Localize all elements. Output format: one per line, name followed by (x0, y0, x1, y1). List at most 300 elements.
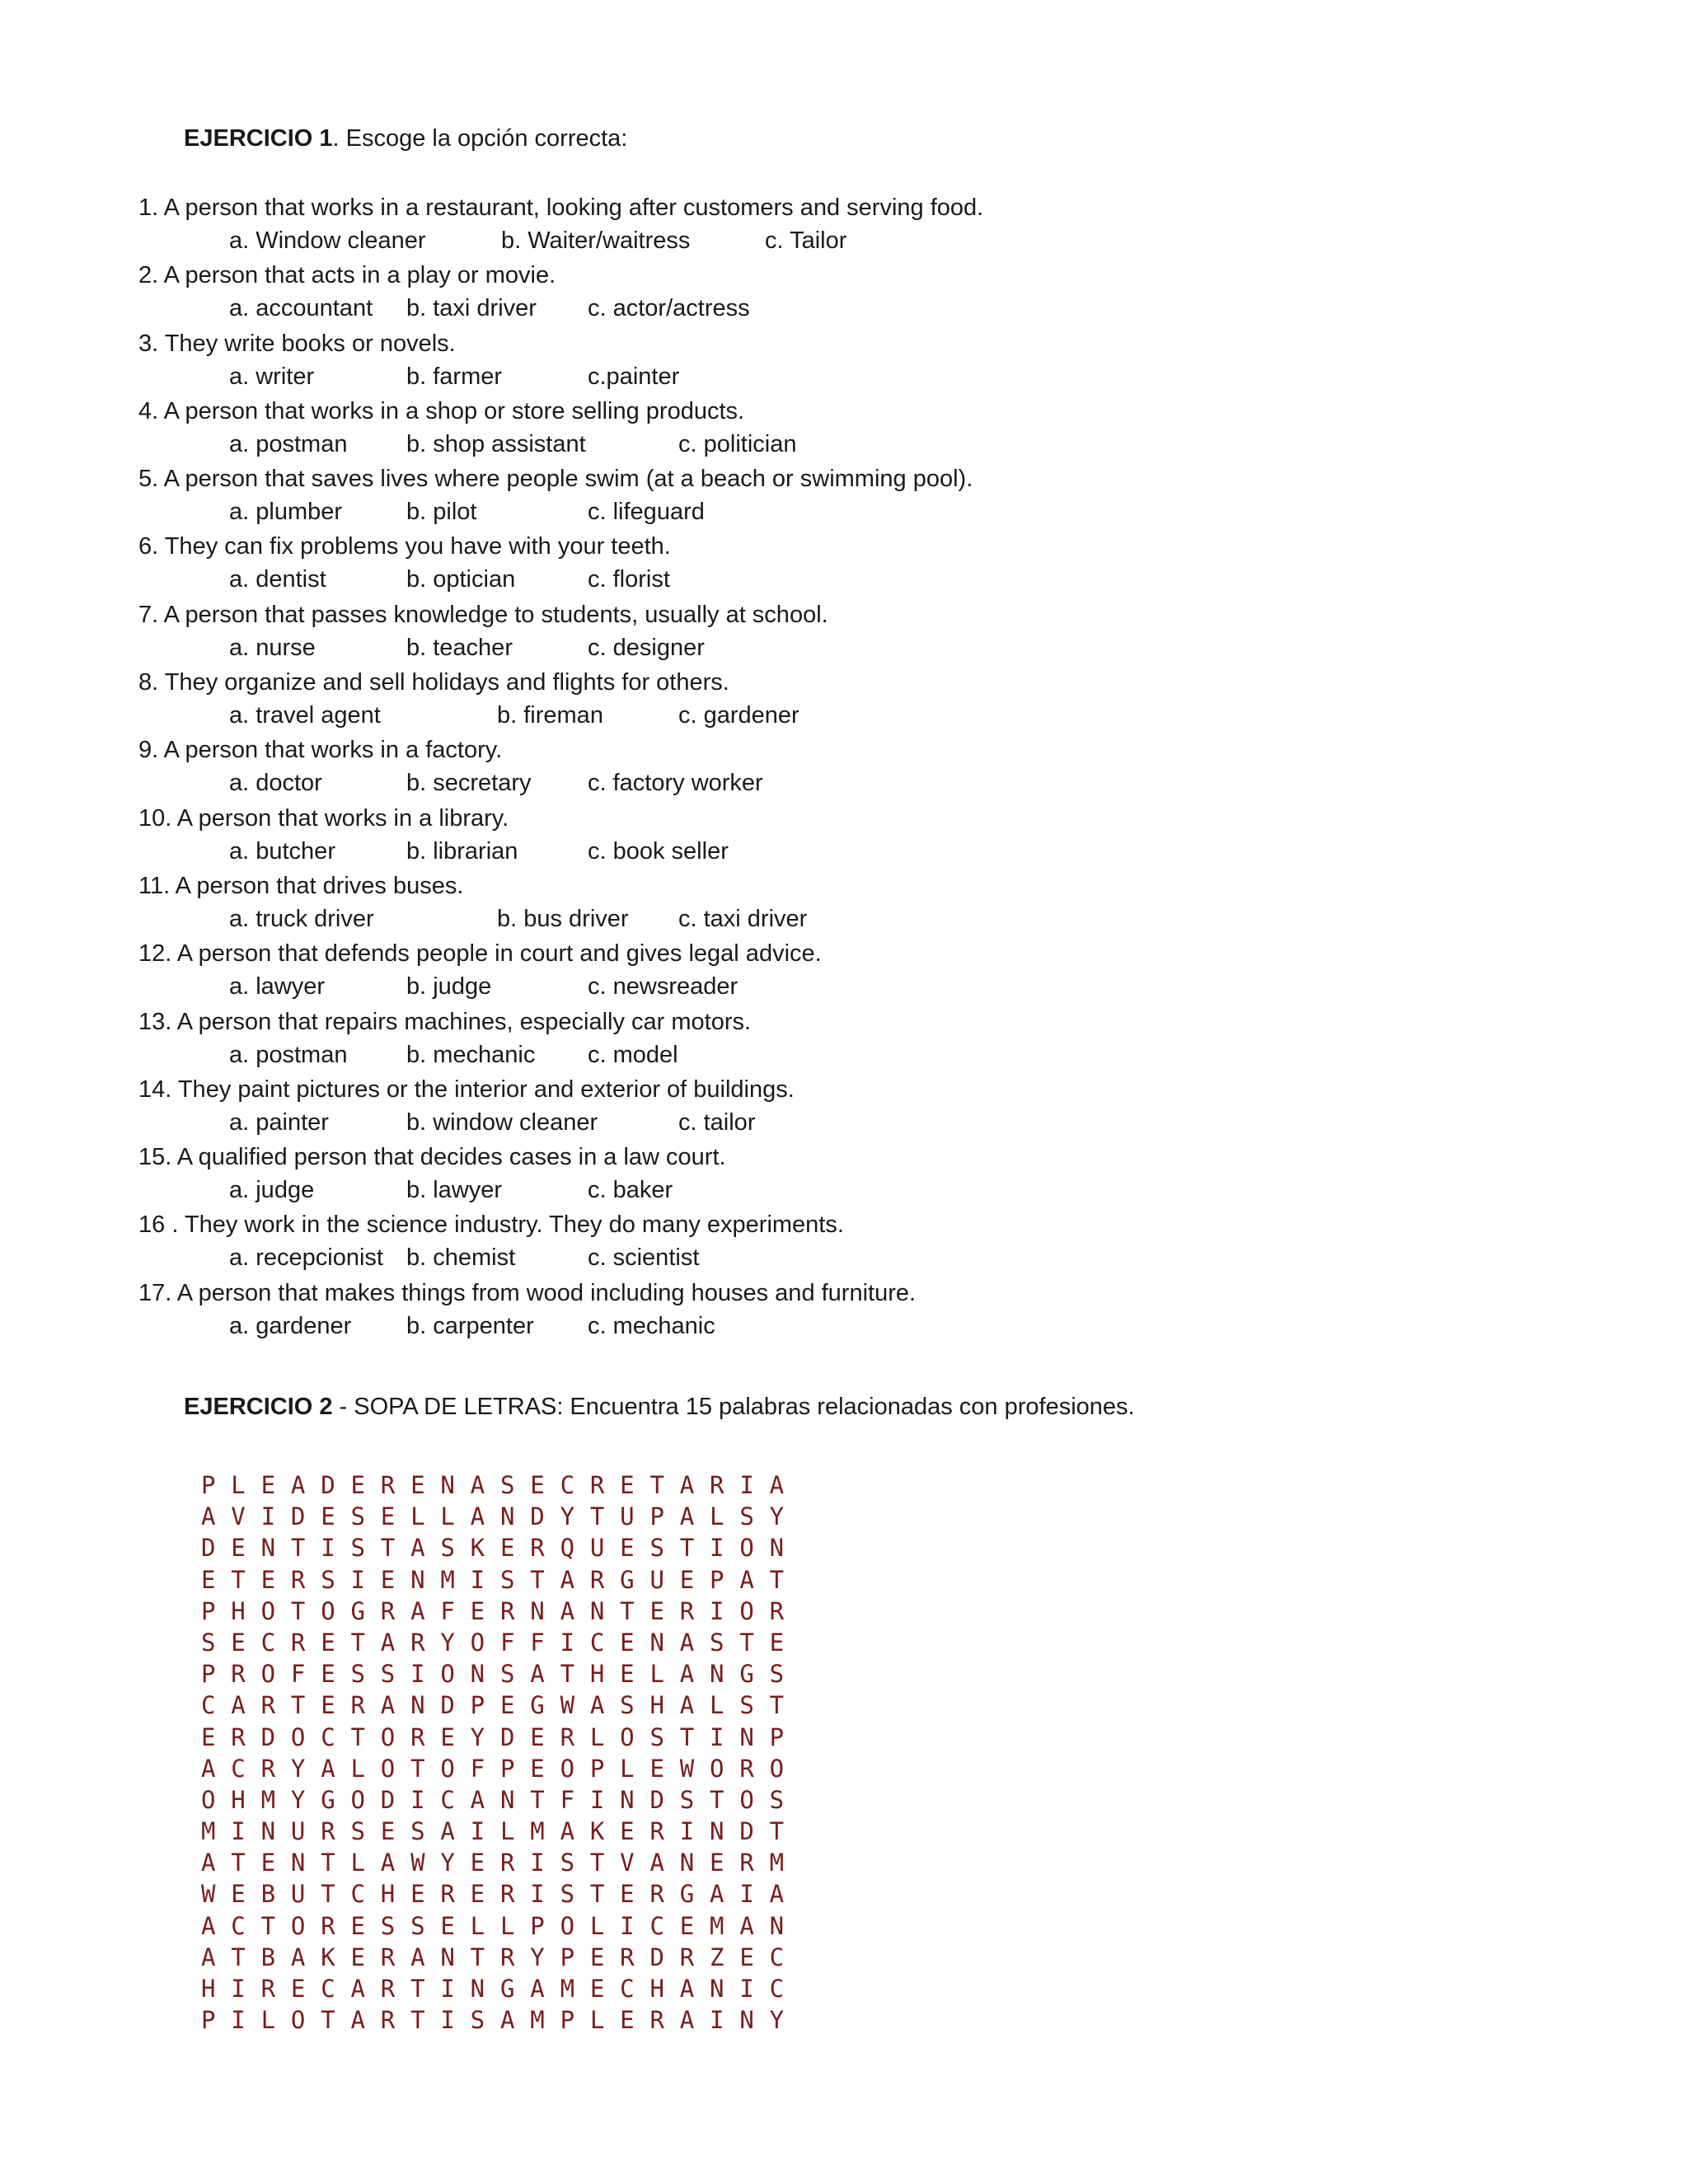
answer-option[interactable]: b. pilot (406, 499, 477, 526)
grid-letter[interactable]: A (679, 1502, 695, 1531)
grid-letter[interactable]: R (710, 1471, 724, 1499)
answer-option[interactable]: c. mechanic (588, 1312, 715, 1339)
grid-letter[interactable]: E (321, 1628, 335, 1657)
grid-letter[interactable]: G (739, 1660, 754, 1689)
grid-letter[interactable]: H (649, 1691, 664, 1720)
grid-letter[interactable]: A (499, 2006, 515, 2035)
grid-letter[interactable]: W (201, 1880, 216, 1909)
grid-letter[interactable]: L (710, 1502, 724, 1531)
grid-letter[interactable]: U (589, 1534, 605, 1563)
grid-letter[interactable]: N (649, 1628, 664, 1657)
grid-letter[interactable]: L (231, 1471, 246, 1499)
grid-letter[interactable]: O (290, 2006, 306, 2035)
grid-letter[interactable]: R (380, 1471, 396, 1499)
answer-option[interactable]: c. book seller (588, 837, 729, 865)
grid-letter[interactable]: A (679, 1471, 695, 1499)
grid-letter[interactable]: I (530, 1880, 545, 1909)
grid-letter[interactable]: U (290, 1817, 306, 1846)
grid-letter[interactable]: C (620, 1975, 635, 2003)
grid-letter[interactable]: H (589, 1660, 605, 1689)
grid-letter[interactable]: M (201, 1817, 216, 1846)
grid-letter[interactable]: E (380, 1817, 396, 1846)
grid-letter[interactable]: T (231, 1943, 246, 1971)
grid-letter[interactable]: E (231, 1534, 246, 1563)
grid-letter[interactable]: F (290, 1660, 306, 1689)
grid-letter[interactable]: T (589, 1849, 605, 1877)
grid-letter[interactable]: D (380, 1785, 396, 1814)
grid-letter[interactable]: T (589, 1880, 605, 1909)
grid-letter[interactable]: E (440, 1722, 455, 1751)
grid-letter[interactable]: E (620, 1817, 635, 1846)
grid-letter[interactable]: R (499, 1596, 515, 1625)
grid-letter[interactable]: Y (470, 1722, 485, 1751)
answer-option[interactable]: b. Waiter/waitress (501, 227, 691, 254)
grid-letter[interactable]: I (470, 1817, 485, 1846)
grid-letter[interactable]: D (201, 1534, 216, 1563)
grid-letter[interactable]: E (260, 1849, 276, 1877)
grid-letter[interactable]: N (739, 1722, 754, 1751)
grid-letter[interactable]: P (470, 1691, 485, 1720)
grid-letter[interactable]: P (649, 1502, 664, 1531)
grid-letter[interactable]: A (679, 2006, 695, 2035)
grid-letter[interactable]: E (649, 1754, 664, 1783)
grid-letter[interactable]: A (201, 1943, 216, 1971)
grid-letter[interactable]: S (620, 1691, 635, 1720)
grid-letter[interactable]: D (649, 1943, 664, 1971)
grid-letter[interactable]: O (380, 1722, 396, 1751)
grid-letter[interactable]: O (380, 1754, 396, 1783)
grid-letter[interactable]: M (530, 2006, 545, 2035)
grid-letter[interactable]: S (321, 1565, 335, 1594)
grid-letter[interactable]: O (321, 1596, 335, 1625)
grid-letter[interactable]: E (679, 1565, 695, 1594)
answer-option[interactable]: c. lifeguard (588, 499, 705, 526)
grid-letter[interactable]: C (649, 1911, 664, 1940)
grid-letter[interactable]: H (231, 1785, 246, 1814)
grid-letter[interactable]: N (440, 1471, 455, 1499)
grid-letter[interactable]: I (739, 1880, 754, 1909)
grid-letter[interactable]: R (679, 1596, 695, 1625)
grid-letter[interactable]: P (201, 1471, 216, 1499)
grid-letter[interactable]: T (290, 1534, 306, 1563)
grid-letter[interactable]: A (679, 1660, 695, 1689)
grid-letter[interactable]: T (530, 1565, 545, 1594)
grid-letter[interactable]: T (560, 1660, 575, 1689)
grid-letter[interactable]: S (380, 1911, 396, 1940)
grid-letter[interactable]: N (470, 1975, 485, 2003)
grid-letter[interactable]: S (440, 1534, 455, 1563)
answer-option[interactable]: a. recepcionist (229, 1244, 383, 1272)
grid-letter[interactable]: G (620, 1565, 635, 1594)
grid-letter[interactable]: A (679, 1691, 695, 1720)
grid-letter[interactable]: E (260, 1471, 276, 1499)
grid-letter[interactable]: U (649, 1565, 664, 1594)
grid-letter[interactable]: D (499, 1722, 515, 1751)
grid-letter[interactable]: R (739, 1754, 754, 1783)
grid-letter[interactable]: R (739, 1849, 754, 1877)
grid-letter[interactable]: E (321, 1502, 335, 1531)
grid-letter[interactable]: N (260, 1534, 276, 1563)
grid-letter[interactable]: O (260, 1660, 276, 1689)
grid-letter[interactable]: S (769, 1660, 785, 1689)
answer-option[interactable]: a. postman (229, 430, 348, 457)
grid-letter[interactable]: F (530, 1628, 545, 1657)
grid-letter[interactable]: E (201, 1565, 216, 1594)
answer-option[interactable]: c. tailor (678, 1108, 756, 1136)
answer-option[interactable]: c. Tailor (765, 227, 847, 254)
answer-option[interactable]: a. butcher (229, 837, 335, 865)
grid-letter[interactable]: E (620, 1534, 635, 1563)
grid-letter[interactable]: N (499, 1785, 515, 1814)
grid-letter[interactable]: T (589, 1502, 605, 1531)
grid-letter[interactable]: F (470, 1754, 485, 1783)
grid-letter[interactable]: A (470, 1785, 485, 1814)
grid-letter[interactable]: R (410, 1722, 425, 1751)
grid-letter[interactable]: E (231, 1880, 246, 1909)
grid-letter[interactable]: E (620, 1880, 635, 1909)
grid-letter[interactable]: S (350, 1502, 365, 1531)
answer-option[interactable]: c. gardener (678, 702, 799, 729)
grid-letter[interactable]: A (530, 1660, 545, 1689)
grid-letter[interactable]: T (410, 2006, 425, 2035)
grid-letter[interactable]: T (769, 1565, 785, 1594)
grid-letter[interactable]: E (739, 1943, 754, 1971)
grid-letter[interactable]: R (290, 1565, 306, 1594)
grid-letter[interactable]: G (679, 1880, 695, 1909)
grid-letter[interactable]: P (530, 1911, 545, 1940)
grid-letter[interactable]: N (290, 1849, 306, 1877)
grid-letter[interactable]: N (710, 1660, 724, 1689)
grid-letter[interactable]: Y (769, 1502, 785, 1531)
grid-letter[interactable]: C (231, 1754, 246, 1783)
grid-letter[interactable]: O (290, 1722, 306, 1751)
grid-letter[interactable]: T (620, 1596, 635, 1625)
grid-letter[interactable]: F (440, 1596, 455, 1625)
grid-letter[interactable]: R (380, 2006, 396, 2035)
grid-letter[interactable]: K (589, 1817, 605, 1846)
grid-letter[interactable]: C (321, 1722, 335, 1751)
grid-letter[interactable]: S (201, 1628, 216, 1657)
answer-option[interactable]: b. carpenter (406, 1312, 534, 1339)
grid-letter[interactable]: R (649, 1817, 664, 1846)
grid-letter[interactable]: C (440, 1785, 455, 1814)
grid-letter[interactable]: N (499, 1502, 515, 1531)
answer-option[interactable]: a. dentist (229, 566, 326, 593)
grid-letter[interactable]: I (231, 1975, 246, 2003)
grid-letter[interactable]: D (290, 1502, 306, 1531)
answer-option[interactable]: a. Window cleaner (229, 227, 426, 254)
grid-letter[interactable]: L (350, 1754, 365, 1783)
grid-letter[interactable]: O (769, 1754, 785, 1783)
grid-letter[interactable]: S (499, 1471, 515, 1499)
grid-letter[interactable]: E (620, 2006, 635, 2035)
grid-letter[interactable]: T (530, 1785, 545, 1814)
grid-letter[interactable]: P (769, 1722, 785, 1751)
grid-letter[interactable]: Y (769, 2006, 785, 2035)
grid-letter[interactable]: A (470, 1471, 485, 1499)
grid-letter[interactable]: S (739, 1502, 754, 1531)
grid-letter[interactable]: T (231, 1565, 246, 1594)
grid-letter[interactable]: E (231, 1628, 246, 1657)
answer-option[interactable]: a. painter (229, 1108, 329, 1136)
grid-letter[interactable]: T (679, 1722, 695, 1751)
grid-letter[interactable]: L (260, 2006, 276, 2035)
grid-letter[interactable]: C (350, 1880, 365, 1909)
grid-letter[interactable]: R (321, 1911, 335, 1940)
grid-letter[interactable]: N (739, 2006, 754, 2035)
grid-letter[interactable]: G (350, 1596, 365, 1625)
grid-letter[interactable]: O (739, 1534, 754, 1563)
grid-letter[interactable]: E (530, 1754, 545, 1783)
grid-letter[interactable]: C (231, 1911, 246, 1940)
grid-letter[interactable]: L (410, 1502, 425, 1531)
grid-letter[interactable]: E (470, 1596, 485, 1625)
grid-letter[interactable]: P (201, 2006, 216, 2035)
grid-letter[interactable]: F (499, 1628, 515, 1657)
grid-letter[interactable]: R (620, 1943, 635, 1971)
grid-letter[interactable]: E (589, 1975, 605, 2003)
answer-option[interactable]: a. writer (229, 363, 315, 390)
answer-option[interactable]: a. doctor (229, 770, 322, 797)
grid-letter[interactable]: A (589, 1691, 605, 1720)
grid-letter[interactable]: T (710, 1785, 724, 1814)
grid-letter[interactable]: S (769, 1785, 785, 1814)
grid-letter[interactable]: S (410, 1911, 425, 1940)
grid-letter[interactable]: M (769, 1849, 785, 1877)
grid-letter[interactable]: C (201, 1691, 216, 1720)
answer-option[interactable]: b. librarian (406, 837, 518, 865)
grid-letter[interactable]: I (260, 1502, 276, 1531)
grid-letter[interactable]: F (560, 1785, 575, 1814)
grid-letter[interactable]: A (350, 1975, 365, 2003)
grid-letter[interactable]: P (201, 1660, 216, 1689)
grid-letter[interactable]: R (589, 1471, 605, 1499)
answer-option[interactable]: a. postman (229, 1041, 348, 1068)
grid-letter[interactable]: L (589, 1722, 605, 1751)
grid-letter[interactable]: T (260, 1911, 276, 1940)
grid-letter[interactable]: I (679, 1817, 695, 1846)
grid-letter[interactable]: A (290, 1943, 306, 1971)
grid-letter[interactable]: A (710, 1880, 724, 1909)
grid-letter[interactable]: I (440, 2006, 455, 2035)
grid-letter[interactable]: A (410, 1596, 425, 1625)
answer-option[interactable]: b. optician (406, 566, 516, 593)
grid-letter[interactable]: D (530, 1502, 545, 1531)
grid-letter[interactable]: N (440, 1943, 455, 1971)
answer-option[interactable]: a. truck driver (229, 905, 374, 932)
grid-letter[interactable]: T (470, 1943, 485, 1971)
answer-option[interactable]: b. fireman (497, 702, 603, 729)
grid-letter[interactable]: P (589, 1754, 605, 1783)
grid-letter[interactable]: R (769, 1596, 785, 1625)
grid-letter[interactable]: S (560, 1880, 575, 1909)
grid-letter[interactable]: O (739, 1596, 754, 1625)
grid-letter[interactable]: L (589, 1911, 605, 1940)
grid-letter[interactable]: A (739, 1565, 754, 1594)
grid-letter[interactable]: E (350, 1471, 365, 1499)
grid-letter[interactable]: A (380, 1628, 396, 1657)
grid-letter[interactable]: R (560, 1722, 575, 1751)
grid-letter[interactable]: A (380, 1849, 396, 1877)
answer-option[interactable]: c. florist (588, 566, 670, 593)
grid-letter[interactable]: E (679, 1911, 695, 1940)
grid-letter[interactable]: E (769, 1628, 785, 1657)
grid-letter[interactable]: I (231, 2006, 246, 2035)
grid-letter[interactable]: A (769, 1880, 785, 1909)
answer-option[interactable]: b. farmer (406, 363, 503, 390)
grid-letter[interactable]: G (499, 1975, 515, 2003)
grid-letter[interactable]: I (560, 1628, 575, 1657)
grid-letter[interactable]: I (589, 1785, 605, 1814)
grid-letter[interactable]: E (440, 1911, 455, 1940)
grid-letter[interactable]: O (560, 1754, 575, 1783)
grid-letter[interactable]: A (201, 1849, 216, 1877)
answer-option[interactable]: a. judge (229, 1177, 315, 1204)
grid-letter[interactable]: S (499, 1660, 515, 1689)
grid-letter[interactable]: S (679, 1785, 695, 1814)
grid-letter[interactable]: I (410, 1785, 425, 1814)
grid-letter[interactable]: K (321, 1943, 335, 1971)
grid-letter[interactable]: Y (560, 1502, 575, 1531)
answer-option[interactable]: c. politician (678, 430, 797, 457)
grid-letter[interactable]: E (530, 1471, 545, 1499)
grid-letter[interactable]: A (470, 1502, 485, 1531)
grid-letter[interactable]: E (470, 1880, 485, 1909)
grid-letter[interactable]: O (350, 1785, 365, 1814)
grid-letter[interactable]: A (201, 1911, 216, 1940)
grid-letter[interactable]: L (649, 1660, 664, 1689)
answer-option[interactable]: b. taxi driver (406, 295, 537, 322)
answer-option[interactable]: b. mechanic (406, 1041, 536, 1068)
grid-letter[interactable]: H (231, 1596, 246, 1625)
grid-letter[interactable]: A (350, 2006, 365, 2035)
grid-letter[interactable]: L (499, 1817, 515, 1846)
grid-letter[interactable]: S (350, 1817, 365, 1846)
answer-option[interactable]: c. scientist (588, 1244, 700, 1272)
grid-letter[interactable]: I (739, 1975, 754, 2003)
grid-letter[interactable]: L (620, 1754, 635, 1783)
answer-option[interactable]: b. shop assistant (406, 430, 586, 457)
answer-option[interactable]: c.painter (588, 363, 680, 390)
grid-letter[interactable]: T (321, 2006, 335, 2035)
grid-letter[interactable]: E (649, 1596, 664, 1625)
grid-letter[interactable]: S (649, 1534, 664, 1563)
grid-letter[interactable]: R (589, 1565, 605, 1594)
grid-letter[interactable]: O (260, 1596, 276, 1625)
answer-option[interactable]: b. window cleaner (406, 1108, 598, 1136)
grid-letter[interactable]: T (769, 1817, 785, 1846)
answer-option[interactable]: c. newsreader (588, 973, 738, 1001)
grid-letter[interactable]: N (410, 1565, 425, 1594)
grid-letter[interactable]: L (589, 2006, 605, 2035)
grid-letter[interactable]: R (499, 1849, 515, 1877)
grid-letter[interactable]: A (560, 1817, 575, 1846)
grid-letter[interactable]: E (499, 1691, 515, 1720)
grid-letter[interactable]: E (589, 1943, 605, 1971)
grid-letter[interactable]: G (530, 1691, 545, 1720)
grid-letter[interactable]: R (231, 1660, 246, 1689)
grid-letter[interactable]: I (350, 1565, 365, 1594)
grid-letter[interactable]: O (620, 1722, 635, 1751)
grid-letter[interactable]: A (679, 1975, 695, 2003)
grid-letter[interactable]: T (380, 1534, 396, 1563)
grid-letter[interactable]: R (410, 1628, 425, 1657)
grid-letter[interactable]: S (470, 2006, 485, 2035)
grid-letter[interactable]: E (710, 1849, 724, 1877)
grid-letter[interactable]: E (530, 1722, 545, 1751)
grid-letter[interactable]: N (710, 1817, 724, 1846)
grid-letter[interactable]: C (769, 1943, 785, 1971)
grid-letter[interactable]: P (201, 1596, 216, 1625)
grid-letter[interactable]: O (440, 1660, 455, 1689)
grid-letter[interactable]: R (231, 1722, 246, 1751)
grid-letter[interactable]: E (350, 1911, 365, 1940)
grid-letter[interactable]: S (350, 1534, 365, 1563)
grid-letter[interactable]: I (620, 1911, 635, 1940)
grid-letter[interactable]: E (350, 1943, 365, 1971)
grid-letter[interactable]: E (380, 1502, 396, 1531)
grid-letter[interactable]: R (260, 1975, 276, 2003)
grid-letter[interactable]: V (620, 1849, 635, 1877)
grid-letter[interactable]: C (321, 1975, 335, 2003)
answer-option[interactable]: c. factory worker (588, 770, 763, 797)
grid-letter[interactable]: I (231, 1817, 246, 1846)
grid-letter[interactable]: P (560, 1943, 575, 1971)
grid-letter[interactable]: I (710, 1534, 724, 1563)
grid-letter[interactable]: E (201, 1722, 216, 1751)
grid-letter[interactable]: A (560, 1596, 575, 1625)
grid-letter[interactable]: M (440, 1565, 455, 1594)
grid-letter[interactable]: D (649, 1785, 664, 1814)
grid-letter[interactable]: O (560, 1911, 575, 1940)
grid-letter[interactable]: M (710, 1911, 724, 1940)
answer-option[interactable]: c. taxi driver (678, 905, 808, 932)
grid-letter[interactable]: L (440, 1502, 455, 1531)
grid-letter[interactable]: T (410, 1754, 425, 1783)
grid-letter[interactable]: T (410, 1975, 425, 2003)
grid-letter[interactable]: A (201, 1502, 216, 1531)
grid-letter[interactable]: R (380, 1596, 396, 1625)
answer-option[interactable]: c. model (588, 1041, 678, 1068)
answer-option[interactable]: a. nurse (229, 634, 316, 661)
grid-letter[interactable]: A (560, 1565, 575, 1594)
grid-letter[interactable]: E (410, 1880, 425, 1909)
grid-letter[interactable]: E (620, 1660, 635, 1689)
grid-letter[interactable]: I (321, 1534, 335, 1563)
answer-option[interactable]: a. accountant (229, 295, 373, 322)
grid-letter[interactable]: M (260, 1785, 276, 1814)
grid-letter[interactable]: R (350, 1691, 365, 1720)
answer-option[interactable]: a. gardener (229, 1312, 352, 1339)
grid-letter[interactable]: R (260, 1754, 276, 1783)
grid-letter[interactable]: C (260, 1628, 276, 1657)
grid-letter[interactable]: N (260, 1817, 276, 1846)
answer-option[interactable]: b. secretary (406, 770, 532, 797)
grid-letter[interactable]: I (710, 1722, 724, 1751)
grid-letter[interactable]: Y (290, 1754, 306, 1783)
grid-letter[interactable]: N (530, 1596, 545, 1625)
grid-letter[interactable]: A (410, 1943, 425, 1971)
answer-option[interactable]: c. designer (588, 634, 705, 661)
grid-letter[interactable]: S (649, 1722, 664, 1751)
grid-letter[interactable]: T (769, 1691, 785, 1720)
answer-option[interactable]: b. teacher (406, 634, 513, 661)
grid-letter[interactable]: A (201, 1754, 216, 1783)
grid-letter[interactable]: S (710, 1628, 724, 1657)
grid-letter[interactable]: P (710, 1565, 724, 1594)
grid-letter[interactable]: A (739, 1911, 754, 1940)
grid-letter[interactable]: P (560, 2006, 575, 2035)
